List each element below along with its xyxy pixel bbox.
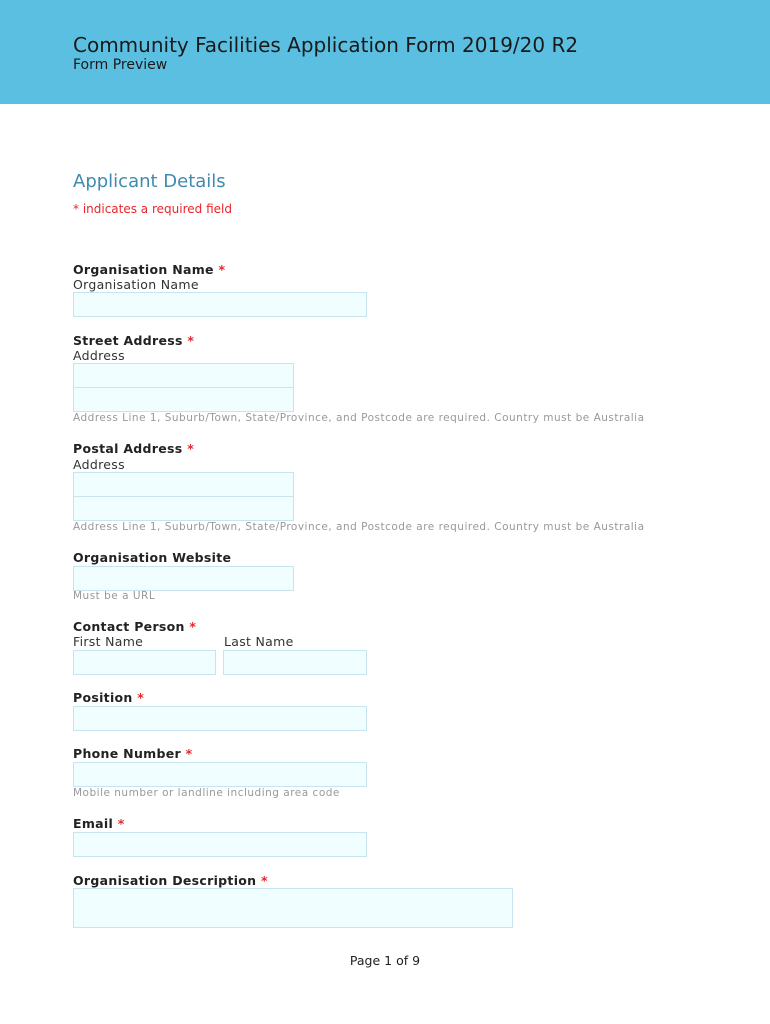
phone-number-label-text: Phone Number (73, 746, 181, 761)
street-address-line2-input[interactable] (73, 387, 294, 412)
organisation-website-input[interactable] (73, 566, 294, 591)
required-marker: * (185, 746, 193, 761)
organisation-name-input[interactable] (73, 292, 367, 317)
email-label (73, 816, 125, 831)
contact-person-label (73, 619, 196, 634)
email-label-text: Email (73, 816, 114, 831)
organisation-website-hint: Must be a URL (73, 590, 156, 602)
postal-address-sublabel: Address (73, 457, 125, 472)
organisation-description-label-text: Organisation Description (73, 873, 257, 888)
position-label-text: Position (73, 690, 133, 705)
phone-number-label (73, 746, 192, 761)
phone-number-hint: Mobile number or landline including area code (73, 787, 340, 799)
last-name-input[interactable] (223, 650, 367, 675)
position-input[interactable] (73, 706, 367, 731)
phone-number-input[interactable] (73, 762, 367, 787)
organisation-name-label (73, 262, 225, 277)
required-marker: * (189, 619, 197, 634)
position-label (73, 690, 144, 705)
contact-person-label-text: Contact Person (73, 619, 185, 634)
email-input[interactable] (73, 832, 367, 857)
required-marker: * (117, 816, 125, 831)
required-note: * indicates a required field (73, 202, 232, 216)
street-address-label-text: Street Address (73, 333, 183, 348)
first-name-sublabel: First Name (73, 634, 144, 649)
street-address-label (73, 333, 194, 348)
required-marker: * (218, 262, 226, 277)
street-address-line1-input[interactable] (73, 363, 294, 388)
street-address-hint: Address Line 1, Suburb/Town, State/Province, and Postcode are required. Country must be Australia (73, 412, 645, 424)
organisation-description-textarea[interactable] (73, 888, 513, 928)
form-title: Community Facilities Application Form 2019/20 R2 (73, 33, 579, 57)
organisation-description-label (73, 873, 268, 888)
postal-address-line2-input[interactable] (73, 496, 294, 521)
organisation-website-label-text: Organisation Website (73, 550, 232, 565)
form-header (0, 0, 770, 104)
postal-address-line1-input[interactable] (73, 472, 294, 497)
required-marker: * (187, 333, 195, 348)
postal-address-hint: Address Line 1, Suburb/Town, State/Province, and Postcode are required. Country must be Australia (73, 521, 645, 533)
required-marker: * (187, 441, 195, 456)
required-marker: * (137, 690, 145, 705)
postal-address-label (73, 441, 194, 456)
form-subtitle: Form Preview (73, 57, 168, 73)
organisation-website-label (73, 550, 231, 565)
section-title: Applicant Details (73, 171, 226, 192)
organisation-name-sublabel: Organisation Name (73, 277, 199, 292)
page-indicator: Page 1 of 9 (349, 953, 421, 968)
first-name-input[interactable] (73, 650, 216, 675)
last-name-sublabel: Last Name (224, 634, 294, 649)
required-marker: * (261, 873, 268, 888)
street-address-sublabel: Address (73, 348, 125, 363)
postal-address-label-text: Postal Address (73, 441, 183, 456)
organisation-name-label-text: Organisation Name (73, 262, 214, 277)
